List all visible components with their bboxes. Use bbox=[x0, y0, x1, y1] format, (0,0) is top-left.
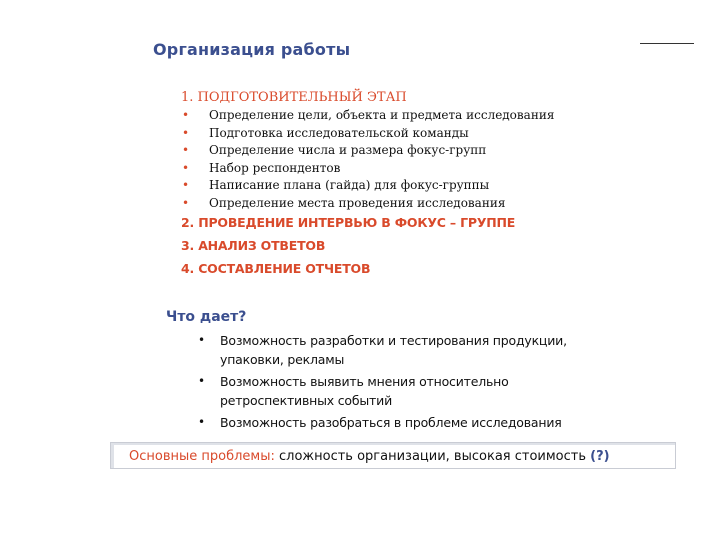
top-right-rule bbox=[640, 43, 694, 44]
list-item bbox=[181, 195, 554, 213]
list-item bbox=[198, 372, 618, 410]
list-item bbox=[181, 125, 554, 143]
list-item-text: Возможность выявить мнения относительно ретроспективных событий bbox=[220, 374, 509, 408]
bullet-icon: • bbox=[182, 178, 190, 192]
bullet-icon: • bbox=[198, 415, 205, 429]
list-item-text: Возможность разобраться в проблеме исследования bbox=[220, 415, 562, 430]
bullet-icon: • bbox=[182, 125, 190, 140]
problems-text: сложность организации, высокая стоимость bbox=[274, 449, 591, 464]
list-item bbox=[181, 177, 554, 195]
page-title: Организация работы bbox=[153, 40, 351, 59]
list-item bbox=[181, 160, 554, 178]
list-item-text: Написание плана (гайда) для фокус-группы bbox=[209, 178, 490, 192]
list-item-text: Определение цели, объекта и предмета исследования bbox=[209, 108, 555, 122]
stage-1-list bbox=[181, 107, 554, 212]
bullet-icon: • bbox=[182, 195, 190, 210]
list-item bbox=[181, 107, 554, 125]
list-item bbox=[181, 142, 554, 160]
list-item-text: Определение места проведения исследования bbox=[209, 195, 506, 210]
benefits-list bbox=[198, 331, 618, 435]
problems-label: Основные проблемы: bbox=[129, 449, 275, 464]
stage-3-heading: 3. АНАЛИЗ ОТВЕТОВ bbox=[181, 238, 326, 253]
bullet-icon: • bbox=[198, 333, 205, 347]
stage-4-heading: 4. СОСТАВЛЕНИЕ ОТЧЕТОВ bbox=[181, 261, 371, 276]
problems-callout bbox=[110, 442, 676, 469]
list-item-text: Набор респондентов bbox=[209, 160, 341, 175]
list-item-text: Определение числа и размера фокус-групп bbox=[209, 143, 487, 157]
bullet-icon: • bbox=[182, 160, 190, 175]
stage-1-heading: 1. ПОДГОТОВИТЕЛЬНЫЙ ЭТАП bbox=[181, 90, 407, 105]
problems-question: (?) bbox=[590, 449, 610, 464]
list-item-text: Подготовка исследовательской команды bbox=[209, 125, 469, 140]
benefits-title: Что дает? bbox=[166, 309, 247, 325]
bullet-icon: • bbox=[198, 374, 205, 388]
list-item-text: Возможность разработки и тестирования продукции, упаковки, рекламы bbox=[220, 333, 567, 367]
stage-2-heading: 2. ПРОВЕДЕНИЕ ИНТЕРВЬЮ В ФОКУС – ГРУППЕ bbox=[181, 215, 516, 230]
bullet-icon: • bbox=[182, 143, 190, 157]
list-item bbox=[198, 413, 618, 432]
bullet-icon: • bbox=[182, 108, 190, 122]
list-item bbox=[198, 331, 618, 369]
